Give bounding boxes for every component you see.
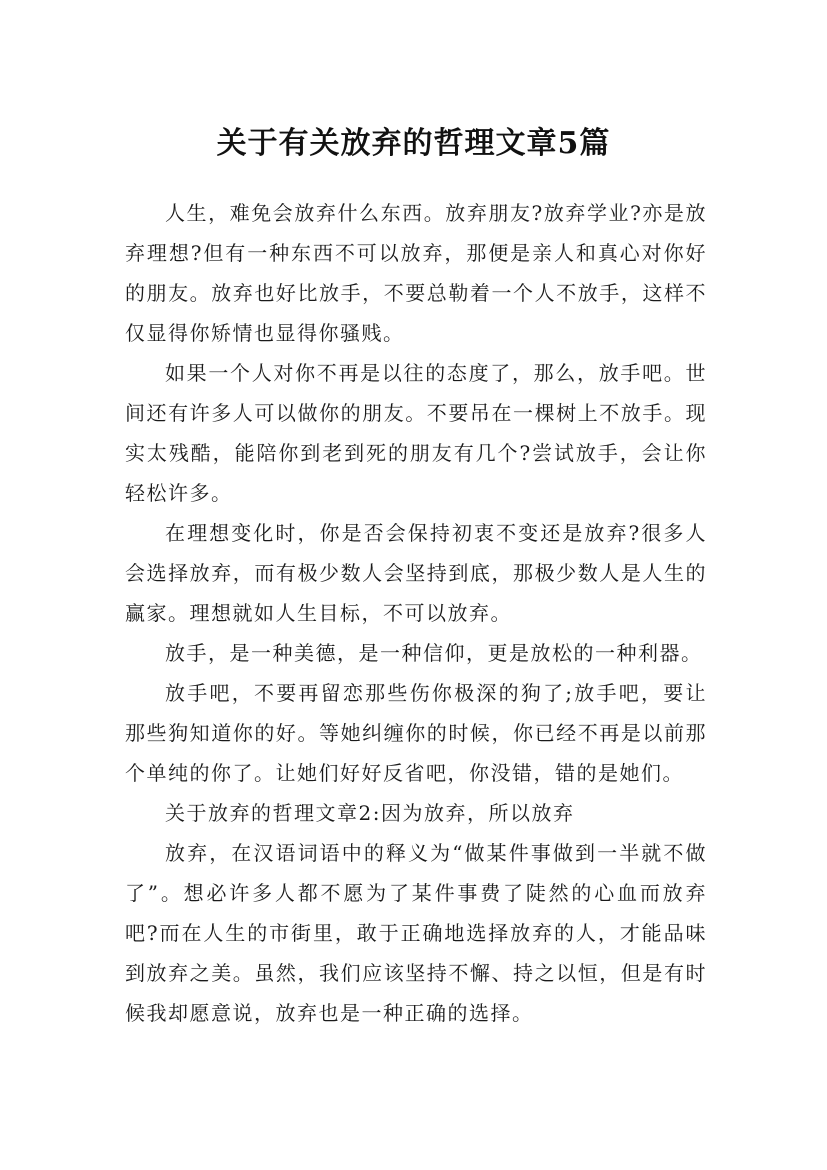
paragraph: 如果一个人对你不再是以往的态度了，那么，放手吧。世间还有许多人可以做你的朋友。不要吊在一棵树上不放手。现实太残酷，能陪你到老到死的朋友有几个?尝试放手，会让你轻松许多。 bbox=[125, 361, 707, 505]
paragraph: 放手吧，不要再留恋那些伤你极深的狗了;放手吧，要让那些狗知道你的好。等她纠缠你的时候，你已经不再是以前那个单纯的你了。让她们好好反省吧，你没错，错的是她们。 bbox=[125, 681, 707, 785]
document-body bbox=[125, 193, 707, 1033]
paragraph: 放弃，在汉语词语中的释义为“做某件事做到一半就不做了”。想必许多人都不愿为了某件事费了陡然的心血而放弃吧?而在人生的市街里，敢于正确地选择放弃的人，才能品味到放弃之美。虽然，我们应该坚持不懈、持之以恒，但是有时候我却愿意说，放弃也是一种正确的选择。 bbox=[125, 841, 707, 1025]
paragraph: 人生，难免会放弃什么东西。放弃朋友?放弃学业?亦是放弃理想?但有一种东西不可以放弃，那便是亲人和真心对你好的朋友。放弃也好比放手，不要总勒着一个人不放手，这样不仅显得你矫情也显得你骚贱。 bbox=[125, 201, 707, 345]
document-title: 关于有关放弃的哲理文章5篇 bbox=[216, 126, 611, 162]
section-heading: 关于放弃的哲理文章2:因为放弃，所以放弃 bbox=[165, 801, 575, 825]
paragraph: 放手，是一种美德，是一种信仰，更是放松的一种利器。 bbox=[165, 641, 703, 665]
paragraph: 在理想变化时，你是否会保持初衷不变还是放弃?很多人会选择放弃，而有极少数人会坚持到底，那极少数人是人生的赢家。理想就如人生目标，不可以放弃。 bbox=[125, 521, 707, 625]
